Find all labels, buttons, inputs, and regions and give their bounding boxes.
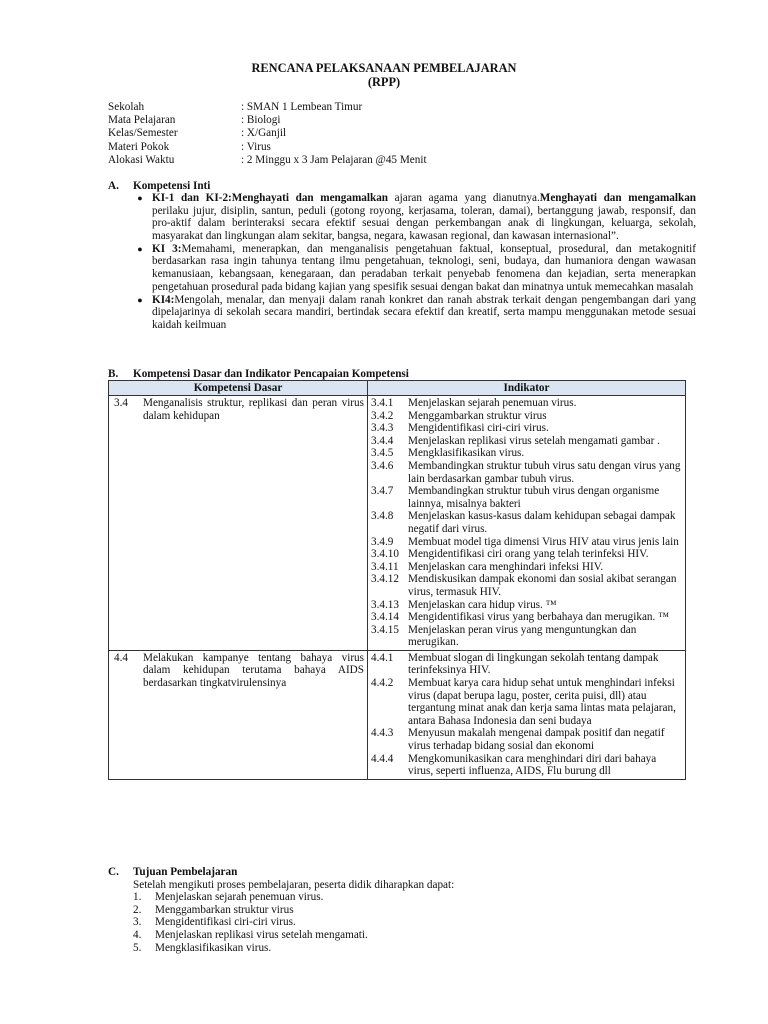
indicator-item: 3.4.12 Mendiskusikan dampak ekonomi dan sosial akibat serangan virus, termasuk HIV. bbox=[371, 573, 677, 598]
column-header-indicator: Indikator bbox=[368, 381, 686, 396]
indicator-item: 3.4.9 Membuat model tiga dimensi Virus HIV atau virus jenis lain bbox=[371, 535, 679, 548]
info-row-school: Sekolah : SMAN 1 Lembean Timur bbox=[108, 101, 363, 113]
indicator-item: 3.4.8 Menjelaskan kasus-kasus dalam kehidupan sebagai dampak negatif dari virus. bbox=[371, 510, 676, 535]
table-row: 3.4 Menganalisis struktur, replikasi dan peran virus dalam kehidupan 3.4.1 Menjelaskan sejarah penemuan virus. 3.4.2 Menggambarkan struktur virus 3.4.3 Mengidentifikasi ciri-ciri virus. 3.4.4 Menjelaskan replikasi virus setelah mengamati gambar . 3.4.5 Mengklasifikasikan virus. 3.4.6 Membandingkan struktur tubuh virus satu dengan virus yang lain berdasarkan gambar tubuh virus. 3.4.7 Membandingkan struktur tubuh virus dengan organisme lainnya, misalnya bakteri 3.4.8 Menjelaskan kasus-kasus dalam kehidupan sebagai dampak negatif dari virus. 3.4.9 Membuat model tiga dimensi Virus HIV atau virus jenis lain 3.4.10 Mengidentifikasi ciri orang yang telah terinfeksi HIV. 3.4.11 Menjelaskan cara menghindari infeksi HIV. 3.4.12 Mendiskusikan dampak ekonomi dan sosial akibat serangan virus, termasuk HIV. 3.4.13 Menjelaskan cara hidup virus. ™ 3.4.14 Mengidentifikasi virus yang berbahaya dan merugikan. ™ 3.4.15 Menjelaskan peran virus yang menguntungkan dan merugikan. bbox=[109, 396, 686, 651]
info-row-time: Alokasi Waktu : 2 Minggu x 3 Jam Pelajaran @45 Menit bbox=[108, 153, 427, 166]
objective-item: 4. Menjelaskan replikasi virus setelah mengamati. bbox=[133, 928, 368, 941]
section-c-heading: C. Tujuan Pembelajaran bbox=[108, 866, 238, 878]
indicator-item: 4.4.2 Membuat karya cara hidup sehat untuk menghindari infeksi virus (dapat berupa lagu, poster, cerita puisi, dll) atau tergantung minat anak dan kerja sama lintas mata pelajaran, antara Bahasa Indonesia dan seni budaya bbox=[371, 677, 676, 727]
objective-item: 1. Menjelaskan sejarah penemuan virus. bbox=[133, 891, 324, 904]
table-header-row bbox=[109, 381, 686, 396]
competency-table bbox=[108, 380, 686, 780]
indicator-item: 4.4.4 Mengkomunikasikan cara menghindari diri dari bahaya virus, seperti influenza, AIDS, Flu burung dll bbox=[371, 752, 657, 778]
info-row-subject: Mata Pelajaran : Biologi bbox=[108, 114, 281, 127]
indicator-item: 4.4.1 Membuat slogan di lingkungan sekolah tentang dampak terinfeksinya HIV. bbox=[371, 651, 659, 677]
section-a-heading: A. Kompetensi Inti bbox=[108, 180, 211, 192]
indicator-item: 3.4.14 Mengidentifikasi virus yang berbahaya dan merugikan. ™ bbox=[371, 611, 670, 624]
document-subtitle: (RPP) bbox=[367, 75, 401, 89]
indicator-item: 3.4.4 Menjelaskan replikasi virus setelah mengamati gambar . bbox=[371, 434, 660, 447]
section-b-heading: B. Kompetensi Dasar dan Indikator Pencapaian Kompetensi bbox=[108, 368, 409, 380]
indicator-item: 3.4.3 Mengidentifikasi ciri-ciri virus. bbox=[371, 422, 549, 435]
table-row: 4.4 Melakukan kampanye tentang bahaya virus dalam kehidupan terutama bahaya AIDS berdasarkan tingkatvirulensinya 4.4.1 Membuat slogan di lingkungan sekolah tentang dampak terinfeksinya HIV. 4.4.2 Membuat karya cara hidup sehat untuk menghindari infeksi virus (dapat berupa lagu, poster, cerita puisi, dll) atau tergantung minat anak dan kerja sama lintas mata pelajaran, antara Bahasa Indonesia dan seni budaya 4.4.3 Menyusun makalah mengenai dampak positif dan negatif virus terhadap bidang sosial dan ekonomi 4.4.4 Mengkomunikasikan cara menghindari diri dari bahaya virus, seperti influenza, AIDS, Flu burung dll bbox=[109, 650, 686, 779]
objective-item: 3. Mengidentifikasi ciri-ciri virus. bbox=[133, 916, 296, 929]
indicator-item: 3.4.6 Membandingkan struktur tubuh virus satu dengan virus yang lain berdasarkan gambar tubuh virus. bbox=[371, 459, 681, 485]
indicator-item: 3.4.5 Mengklasifikasikan virus. bbox=[371, 447, 525, 460]
indicator-item: 3.4.7 Membandingkan struktur tubuh virus dengan organisme lainnya, misalnya bakteri bbox=[371, 485, 660, 510]
indicator-item: 3.4.2 Menggambarkan struktur virus bbox=[371, 409, 547, 422]
indicator-item: 3.4.15 Menjelaskan peran virus yang menguntungkan dan merugikan. bbox=[371, 623, 637, 649]
bullet-icon: ● bbox=[137, 294, 143, 305]
objective-item: 5. Mengklasifikasikan virus. bbox=[133, 941, 272, 954]
bullet-icon: ● bbox=[137, 193, 143, 203]
ki-item: ● KI-1 dan KI-2:Menghayati dan mengamalkan ajaran agama yang dianutnya.Menghayati dan mengamalkan perilaku jujur, disiplin, santun, peduli (gotong royong, kerjasama, toleran, damai), bertanggung jawab, responsif, dan pro-aktif dalam berinteraksi secara efektif sesuai dengan perkembangan anak di lingkungan, keluarga, sekolah, masyarakat dan lingkungan alam sekitar, bangsa, negara, kawasan regional, dan kawasan internasional”. bbox=[128, 192, 696, 242]
document-title: RENCANA PELAKSANAAN PEMBELAJARAN bbox=[251, 61, 517, 75]
ki-item: ● KI 3:Memahami, menerapkan, dan menganalisis pengetahuan faktual, konseptual, prosedural, dan metakognitif berdasarkan rasa ingin tahunya tentang ilmu pengetahuan, teknologi, seni, budaya, dan humaniora dengan wawasan kemanusiaan, kebangsaan, kenegaraan, dan peradaban terkait penyebab fenomena dan kejadian, serta menerapkan pengetahuan prosedural pada bidang kajian yang spesifik sesuai dengan bakat dan minatnya untuk memecahkan masalah bbox=[128, 243, 696, 293]
ki-item: ● KI4:Mengolah, menalar, dan menyaji dalam ranah konkret dan ranah abstrak terkait dengan pengembangan dari yang dipelajarinya di sekolah secara mandiri, bertindak secara efektif dan kreatif, serta mampu menggunakan metode sesuai kaidah keilmuan bbox=[128, 294, 696, 332]
info-row-class: Kelas/Semester : X/Ganjil bbox=[108, 127, 287, 140]
core-competency-list bbox=[128, 192, 696, 332]
learning-objectives: C. Tujuan Pembelajaran Setelah mengikuti proses pembelajaran, peserta didik diharapkan dapat: 1. Menjelaskan sejarah penemuan virus. 2. Menggambarkan struktur virus 3. Mengidentifikasi ciri-ciri virus. 4. Menjelaskan replikasi virus setelah mengamati. 5. Mengklasifikasikan virus. bbox=[108, 866, 455, 954]
column-header-kd: Kompetensi Dasar bbox=[109, 381, 368, 396]
indicator-item: 4.4.3 Menyusun makalah mengenai dampak positif dan negatif virus terhadap bidang sosial dan ekonomi bbox=[371, 727, 665, 753]
indicator-item: 3.4.11 Menjelaskan cara menghindari infeksi HIV. bbox=[371, 560, 604, 573]
info-row-topic: Materi Pokok : Virus bbox=[108, 140, 271, 153]
indicator-item: 3.4.1 Menjelaskan sejarah penemuan virus. bbox=[371, 397, 577, 409]
identity-block bbox=[108, 101, 427, 167]
indicator-item: 3.4.10 Mengidentifikasi ciri orang yang telah terinfeksi HIV. bbox=[371, 548, 649, 561]
indicator-item: 3.4.13 Menjelaskan cara hidup virus. ™ bbox=[371, 598, 557, 611]
objective-item: 2. Menggambarkan struktur virus bbox=[133, 903, 294, 916]
bullet-icon: ● bbox=[137, 243, 143, 254]
